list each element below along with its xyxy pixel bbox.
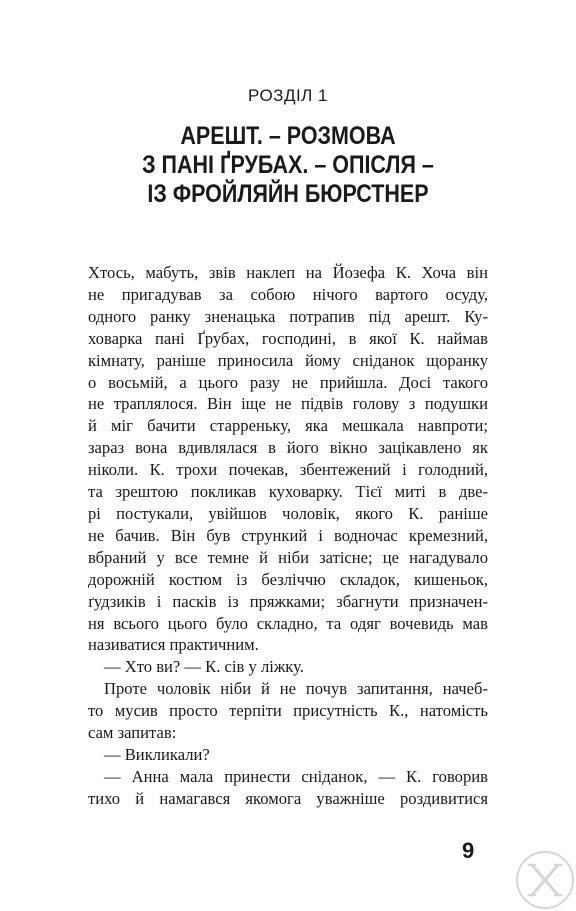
text-line: та зрештою покликав куховарку. Тієї миті в две- xyxy=(88,482,488,502)
text-line: Хтось, мабуть, звів наклеп на Йозефа К. Хоча він xyxy=(88,263,488,282)
paragraph xyxy=(88,678,488,744)
text-line: вбраний у все темне й ніби затісне; це нагадувало xyxy=(88,547,488,567)
text-line: не бачив. Він був стрункий і водночас кремезний, xyxy=(88,525,488,545)
text-line: Проте чоловік ніби й не почув запитання, начеб- xyxy=(104,679,488,699)
chapter-title-line: АРЕШТ. – РОЗМОВА xyxy=(180,122,396,150)
text-line: — Анна мала принести сніданок, — К. говорив xyxy=(104,766,488,786)
text-line: то мусив просто терпіти присутність К., натомість xyxy=(88,701,488,721)
text-line: не траплялося. Він іще не підвів голову з подушки xyxy=(88,394,488,414)
paragraph xyxy=(88,656,488,678)
text-line: одного ранку зненацька потрапив під арешт. Ку- xyxy=(88,306,488,326)
text-line: називатися практичним. xyxy=(88,635,259,655)
paragraph xyxy=(88,262,488,656)
text-line: ґудзиків і пасків із пряжками; збагнути призначен- xyxy=(88,591,488,611)
chapter-title xyxy=(40,122,535,209)
text-line: ховарка пані Ґрубах, господині, в якої К. наймав xyxy=(88,328,488,348)
text-line: — Хто ви? — К. сів у ліжку. xyxy=(104,657,304,677)
text-line: дорожній костюм із безліччю складок, кишеньок, xyxy=(88,569,488,589)
chapter-title-line: З ПАНІ ҐРУБАХ. – ОПІСЛЯ – xyxy=(142,151,434,179)
text-line: не пригадував за собою нічого вартого осуду, xyxy=(88,284,488,304)
body-text xyxy=(88,262,488,810)
text-line: — Викликали? xyxy=(104,744,210,764)
page-number: 9 xyxy=(462,838,475,863)
text-line: о восьмій, а цього разу не прийшла. Досі такого xyxy=(88,372,488,392)
text-line: рі постукали, увійшов чоловік, якого К. раніше xyxy=(88,503,488,523)
text-line: зараз вона вдивлялася в його вікно зацікавлено як xyxy=(88,438,488,458)
x-circle-watermark-icon xyxy=(514,849,576,911)
paragraph xyxy=(88,744,488,766)
text-line: сам запитав: xyxy=(88,723,177,743)
text-line: ніколи. К. трохи почекав, збентежений і голодний, xyxy=(88,460,488,480)
chapter-label: РОЗДІЛ 1 xyxy=(247,86,329,105)
text-line: ня всього цього було складно, та одяг вочевидь мав xyxy=(88,613,488,633)
text-line: тихо й намагався якомога уважніше роздивитися xyxy=(88,788,488,808)
paragraph xyxy=(88,766,488,810)
chapter-title-line: ІЗ ФРОЙЛЯЙН БЮРСТНЕР xyxy=(147,180,429,208)
text-line: кімнату, раніше приносила йому сніданок щоранку xyxy=(88,350,488,370)
text-line: й міг бачити старреньку, яка мешкала навпроти; xyxy=(88,416,488,436)
